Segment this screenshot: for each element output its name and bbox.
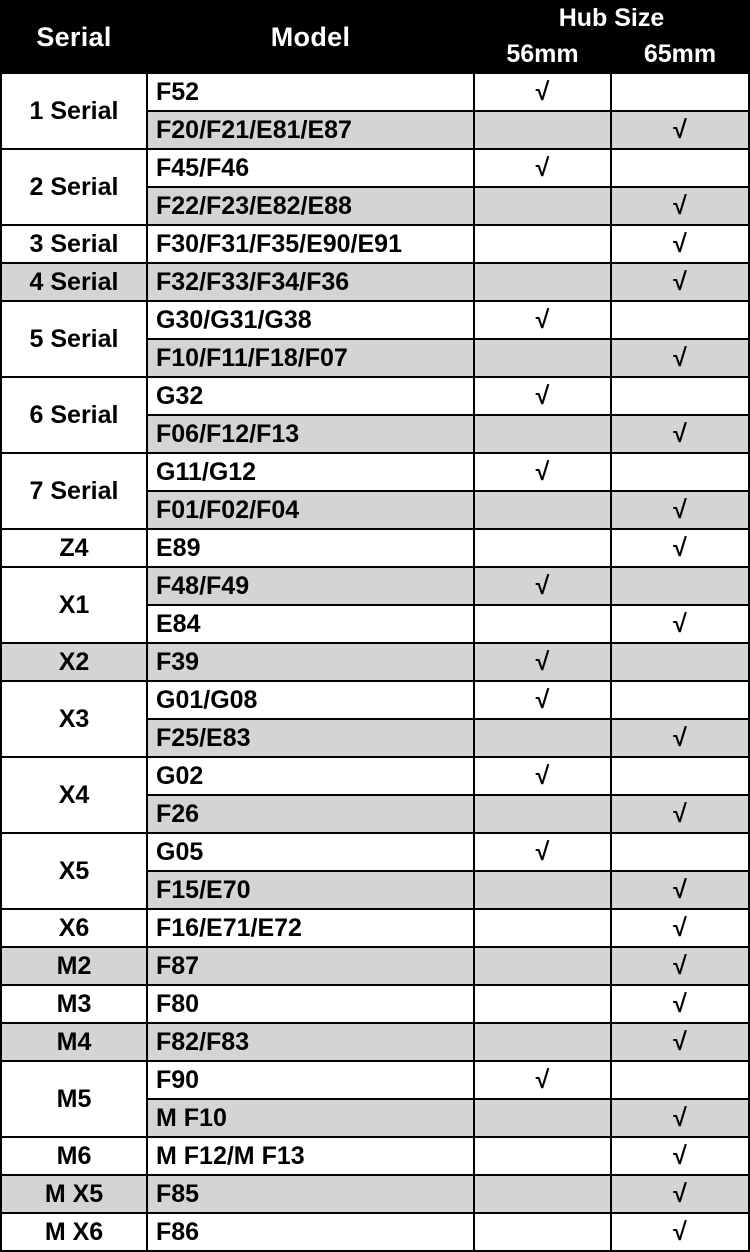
check-icon-56mm: √ xyxy=(474,377,611,415)
check-icon-56mm: √ xyxy=(474,833,611,871)
cell-56mm-empty xyxy=(474,111,611,149)
cell-model: F45/F46 xyxy=(147,149,474,187)
table-row xyxy=(1,225,749,263)
cell-model: G32 xyxy=(147,377,474,415)
table-row xyxy=(1,643,749,681)
cell-56mm-empty xyxy=(474,529,611,567)
cell-56mm-empty xyxy=(474,187,611,225)
table-row xyxy=(1,529,749,567)
check-icon-56mm: √ xyxy=(474,681,611,719)
check-icon-65mm: √ xyxy=(611,985,749,1023)
cell-56mm-empty xyxy=(474,795,611,833)
table-body xyxy=(1,73,749,1251)
table-row xyxy=(1,377,749,415)
check-icon-56mm: √ xyxy=(474,757,611,795)
check-icon-56mm: √ xyxy=(474,567,611,605)
cell-model: F90 xyxy=(147,1061,474,1099)
cell-65mm-empty xyxy=(611,149,749,187)
table-row xyxy=(1,681,749,719)
cell-model: F15/E70 xyxy=(147,871,474,909)
check-icon-65mm: √ xyxy=(611,605,749,643)
cell-model: G30/G31/G38 xyxy=(147,301,474,339)
cell-65mm-empty xyxy=(611,377,749,415)
check-icon-56mm: √ xyxy=(474,1061,611,1099)
cell-serial: 4 Serial xyxy=(1,263,147,301)
cell-serial: M6 xyxy=(1,1137,147,1175)
table-row xyxy=(1,833,749,871)
cell-serial: X5 xyxy=(1,833,147,909)
cell-model: F22/F23/E82/E88 xyxy=(147,187,474,225)
table-row xyxy=(1,1023,749,1061)
cell-65mm-empty xyxy=(611,757,749,795)
cell-serial: M X5 xyxy=(1,1175,147,1213)
cell-serial: X6 xyxy=(1,909,147,947)
check-icon-56mm: √ xyxy=(474,73,611,111)
cell-model: F26 xyxy=(147,795,474,833)
cell-56mm-empty xyxy=(474,1099,611,1137)
cell-65mm-empty xyxy=(611,567,749,605)
cell-serial: X2 xyxy=(1,643,147,681)
check-icon-65mm: √ xyxy=(611,415,749,453)
cell-56mm-empty xyxy=(474,1137,611,1175)
check-icon-56mm: √ xyxy=(474,149,611,187)
cell-serial: M2 xyxy=(1,947,147,985)
table-row xyxy=(1,1213,749,1251)
check-icon-65mm: √ xyxy=(611,1213,749,1251)
cell-serial: X1 xyxy=(1,567,147,643)
cell-model: F80 xyxy=(147,985,474,1023)
table-row xyxy=(1,947,749,985)
check-icon-56mm: √ xyxy=(474,301,611,339)
cell-model: F85 xyxy=(147,1175,474,1213)
cell-56mm-empty xyxy=(474,225,611,263)
table-row xyxy=(1,1137,749,1175)
cell-model: F48/F49 xyxy=(147,567,474,605)
check-icon-65mm: √ xyxy=(611,1023,749,1061)
check-icon-65mm: √ xyxy=(611,187,749,225)
cell-65mm-empty xyxy=(611,453,749,491)
cell-serial: M4 xyxy=(1,1023,147,1061)
table-row xyxy=(1,1061,749,1099)
cell-56mm-empty xyxy=(474,985,611,1023)
cell-serial: X3 xyxy=(1,681,147,757)
cell-65mm-empty xyxy=(611,681,749,719)
cell-65mm-empty xyxy=(611,73,749,111)
table-row xyxy=(1,567,749,605)
cell-model: F86 xyxy=(147,1213,474,1251)
check-icon-65mm: √ xyxy=(611,947,749,985)
cell-model: F10/F11/F18/F07 xyxy=(147,339,474,377)
cell-serial: 5 Serial xyxy=(1,301,147,377)
cell-56mm-empty xyxy=(474,1023,611,1061)
cell-serial: 1 Serial xyxy=(1,73,147,149)
cell-model: F16/E71/E72 xyxy=(147,909,474,947)
check-icon-65mm: √ xyxy=(611,1137,749,1175)
table-row xyxy=(1,985,749,1023)
cell-65mm-empty xyxy=(611,643,749,681)
check-icon-65mm: √ xyxy=(611,1099,749,1137)
cell-56mm-empty xyxy=(474,947,611,985)
cell-65mm-empty xyxy=(611,1061,749,1099)
cell-56mm-empty xyxy=(474,871,611,909)
cell-model: M F12/M F13 xyxy=(147,1137,474,1175)
cell-56mm-empty xyxy=(474,909,611,947)
cell-56mm-empty xyxy=(474,1175,611,1213)
cell-model: F87 xyxy=(147,947,474,985)
cell-model: G11/G12 xyxy=(147,453,474,491)
cell-model: F32/F33/F34/F36 xyxy=(147,263,474,301)
column-header-model: Model xyxy=(147,1,474,73)
cell-56mm-empty xyxy=(474,1213,611,1251)
cell-serial: X4 xyxy=(1,757,147,833)
cell-serial: 6 Serial xyxy=(1,377,147,453)
table-row xyxy=(1,453,749,491)
cell-model: F25/E83 xyxy=(147,719,474,757)
table-row xyxy=(1,73,749,111)
check-icon-65mm: √ xyxy=(611,795,749,833)
cell-56mm-empty xyxy=(474,415,611,453)
cell-model: F01/F02/F04 xyxy=(147,491,474,529)
cell-serial: M3 xyxy=(1,985,147,1023)
cell-model: E84 xyxy=(147,605,474,643)
cell-model: F52 xyxy=(147,73,474,111)
cell-model: M F10 xyxy=(147,1099,474,1137)
column-header-serial: Serial xyxy=(1,1,147,73)
check-icon-65mm: √ xyxy=(611,111,749,149)
table-row xyxy=(1,1175,749,1213)
cell-model: F06/F12/F13 xyxy=(147,415,474,453)
table-row xyxy=(1,263,749,301)
check-icon-65mm: √ xyxy=(611,719,749,757)
cell-56mm-empty xyxy=(474,719,611,757)
check-icon-56mm: √ xyxy=(474,453,611,491)
cell-serial: 7 Serial xyxy=(1,453,147,529)
cell-model: G01/G08 xyxy=(147,681,474,719)
check-icon-65mm: √ xyxy=(611,225,749,263)
cell-56mm-empty xyxy=(474,339,611,377)
table-row xyxy=(1,909,749,947)
check-icon-65mm: √ xyxy=(611,909,749,947)
cell-65mm-empty xyxy=(611,833,749,871)
table-row xyxy=(1,149,749,187)
check-icon-65mm: √ xyxy=(611,1175,749,1213)
check-icon-65mm: √ xyxy=(611,871,749,909)
cell-56mm-empty xyxy=(474,263,611,301)
cell-serial: M5 xyxy=(1,1061,147,1137)
cell-serial: 3 Serial xyxy=(1,225,147,263)
table-row xyxy=(1,301,749,339)
column-header-56mm: 56mm xyxy=(474,35,611,73)
column-header-hub-size: Hub Size xyxy=(474,1,749,35)
table-header xyxy=(1,1,749,73)
cell-model: F20/F21/E81/E87 xyxy=(147,111,474,149)
check-icon-65mm: √ xyxy=(611,339,749,377)
cell-serial: 2 Serial xyxy=(1,149,147,225)
cell-56mm-empty xyxy=(474,491,611,529)
cell-serial: M X6 xyxy=(1,1213,147,1251)
column-header-65mm: 65mm xyxy=(611,35,749,73)
cell-model: G02 xyxy=(147,757,474,795)
cell-serial: Z4 xyxy=(1,529,147,567)
check-icon-65mm: √ xyxy=(611,263,749,301)
check-icon-65mm: √ xyxy=(611,529,749,567)
cell-model: G05 xyxy=(147,833,474,871)
cell-model: F39 xyxy=(147,643,474,681)
check-icon-56mm: √ xyxy=(474,643,611,681)
cell-model: E89 xyxy=(147,529,474,567)
table-row xyxy=(1,757,749,795)
cell-model: F30/F31/F35/E90/E91 xyxy=(147,225,474,263)
cell-65mm-empty xyxy=(611,301,749,339)
cell-model: F82/F83 xyxy=(147,1023,474,1061)
cell-56mm-empty xyxy=(474,605,611,643)
check-icon-65mm: √ xyxy=(611,491,749,529)
